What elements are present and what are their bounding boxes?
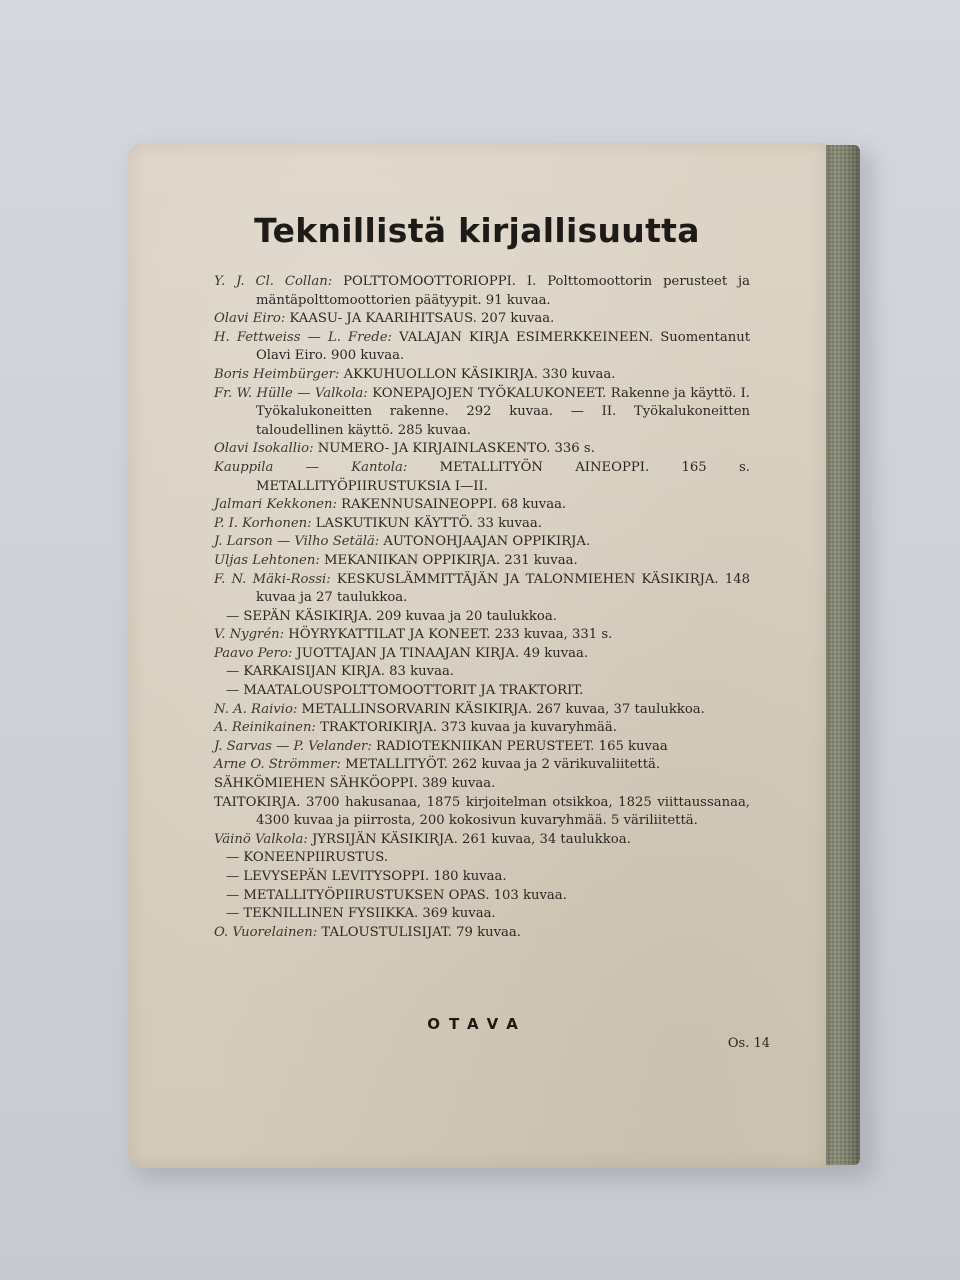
list-item xyxy=(214,719,750,738)
entry-title: SÄHKÖMIEHEN SÄHKÖOPPI. 389 kuvaa. xyxy=(214,776,496,792)
entry-title: METALLITYÖN AINEOPPI. 165 s. METALLITYÖPIIRUSTUKSIA I—II. xyxy=(256,459,750,494)
entry-title: AUTONOHJAAJAN OPPIKIRJA. xyxy=(379,534,591,550)
list-item xyxy=(214,775,750,794)
entry-author: Arne O. Strömmer: xyxy=(214,757,341,773)
list-item xyxy=(214,515,750,534)
entry-author: V. Nygrén: xyxy=(214,627,285,643)
entry-author: — xyxy=(226,850,240,866)
entry-author: A. Reinikainen: xyxy=(214,720,316,736)
publisher-name: OTAVA xyxy=(427,1015,527,1033)
cloth-spine xyxy=(822,145,860,1165)
list-item xyxy=(214,682,750,701)
list-item xyxy=(214,701,750,720)
entry-title: KONEENPIIRUSTUS. xyxy=(239,850,389,866)
entry-title: KONEPAJOJEN TYÖKALUKONEET. Rakenne ja käyttö. I. Työkalukoneitten rakenne. 292 kuvaa. — II. Työkalukoneitten taloudellinen käyttö. 285 kuvaa. xyxy=(256,385,751,438)
entry-title: MEKANIIKAN OPPIKIRJA. 231 kuvaa. xyxy=(319,552,578,568)
entry-author: Paavo Pero: xyxy=(214,645,293,661)
entry-title: LASKUTIKUN KÄYTTÖ. 33 kuvaa. xyxy=(311,515,542,531)
list-item xyxy=(214,571,750,608)
entry-author: Uljas Lehtonen: xyxy=(214,552,320,568)
entry-title: VALAJAN KIRJA ESIMERKKEINEEN. Suomentanut Olavi Eiro. 900 kuvaa. xyxy=(256,329,750,364)
list-item xyxy=(214,366,750,385)
entry-author: Väinö Valkola: xyxy=(214,831,308,847)
list-item xyxy=(214,533,750,552)
book-back-cover xyxy=(128,143,860,1168)
list-item xyxy=(214,756,750,775)
list-item xyxy=(214,849,750,868)
list-item xyxy=(214,496,750,515)
entry-title: JUOTTAJAN JA TINAAJAN KIRJA. 49 kuvaa. xyxy=(292,645,589,661)
entry-author: Olavi Eiro: xyxy=(214,311,286,327)
list-item xyxy=(214,868,750,887)
cover-title: Teknillistä kirjallisuutta xyxy=(254,211,700,250)
entry-author: H. Fettweiss — L. Frede: xyxy=(214,329,392,345)
book-list xyxy=(214,273,750,942)
entry-title: TRAKTORIKIRJA. 373 kuvaa ja kuvaryhmää. xyxy=(315,720,617,736)
entry-author: — xyxy=(226,906,240,922)
entry-title: AKKUHUOLLON KÄSIKIRJA. 330 kuvaa. xyxy=(339,366,616,382)
entry-author: O. Vuorelainen: xyxy=(214,924,318,940)
entry-author: J. Sarvas — P. Velander: xyxy=(214,738,372,754)
entry-author: Jalmari Kekkonen: xyxy=(214,497,337,513)
entry-title: METALLITYÖPIIRUSTUKSEN OPAS. 103 kuvaa. xyxy=(239,887,567,903)
entry-title: RAKENNUSAINEOPPI. 68 kuvaa. xyxy=(336,497,567,513)
entry-author: — xyxy=(226,664,240,680)
list-item xyxy=(214,440,750,459)
entry-title: TAITOKIRJA. 3700 hakusanaa, 1875 kirjoitelman otsikkoa, 1825 viittaussanaa, 4300 kuvaa ja piirrosta, 200 kokosivun kuvaryhmää. 5 väriliitettä. xyxy=(214,794,750,829)
entry-author: F. N. Mäki-Rossi: xyxy=(214,571,331,587)
entry-author: — xyxy=(226,887,240,903)
entry-title: KAASU- JA KAARIHITSAUS. 207 kuvaa. xyxy=(285,311,555,327)
entry-author: — xyxy=(226,683,240,699)
list-item xyxy=(214,905,750,924)
list-item xyxy=(214,273,750,310)
entry-author: Kauppila — Kantola: xyxy=(214,459,408,475)
entry-title: KESKUSLÄMMITTÄJÄN JA TALONMIEHEN KÄSIKIRJA. 148 kuvaa ja 27 taulukkoa. xyxy=(256,571,750,606)
entry-title: KARKAISIJAN KIRJA. 83 kuvaa. xyxy=(239,664,454,680)
entry-author: — xyxy=(226,608,240,624)
entry-title: POLTTOMOOTTORIOPPI. I. Polttomoottorin perusteet ja mäntäpolttomoottorien päätyypit. 91 kuvaa. xyxy=(256,274,750,308)
list-item xyxy=(214,626,750,645)
list-item xyxy=(214,831,750,850)
entry-title: JYRSIJÄN KÄSIKIRJA. 261 kuvaa, 34 taulukkoa. xyxy=(307,831,631,847)
list-item xyxy=(214,663,750,682)
list-item xyxy=(214,738,750,757)
entry-title: MAATALOUSPOLTTOMOOTTORIT JA TRAKTORIT. xyxy=(239,683,584,699)
entry-author: N. A. Raivio: xyxy=(214,701,298,717)
entry-title: RADIOTEKNIIKAN PERUSTEET. 165 kuvaa xyxy=(371,738,668,754)
entry-title: SEPÄN KÄSIKIRJA. 209 kuvaa ja 20 taulukkoa. xyxy=(239,608,557,624)
entry-title: NUMERO- JA KIRJAINLASKENTO. 336 s. xyxy=(313,441,595,457)
list-item xyxy=(214,645,750,664)
cover-paper xyxy=(128,143,826,1168)
entry-title: TEKNILLINEN FYSIIKKA. 369 kuvaa. xyxy=(239,906,496,922)
entry-author: — xyxy=(226,869,240,884)
entry-author: J. Larson — Vilho Setälä: xyxy=(214,534,380,550)
entry-author: Boris Heimbürger: xyxy=(214,366,340,382)
entry-author: P. I. Korhonen: xyxy=(214,515,312,531)
list-item xyxy=(214,385,750,441)
entry-title: METALLITYÖT. 262 kuvaa ja 2 värikuvaliitettä. xyxy=(340,757,661,773)
entry-title: HÖYRYKATTILAT JA KONEET. 233 kuvaa, 331 s. xyxy=(284,627,613,643)
entry-title: LEVYSEPÄN LEVITYSOPPI. 180 kuvaa. xyxy=(239,869,507,884)
entry-author: Y. J. Cl. Collan: xyxy=(214,274,333,289)
entry-author: Olavi Isokallio: xyxy=(214,441,314,457)
list-item xyxy=(214,552,750,571)
entry-author: Fr. W. Hülle — Valkola: xyxy=(214,385,368,401)
list-item xyxy=(214,608,750,627)
catalog-code: Os. 14 xyxy=(727,1036,770,1051)
entry-title: METALLINSORVARIN KÄSIKIRJA. 267 kuvaa, 37 taulukkoa. xyxy=(297,701,705,717)
list-item xyxy=(214,794,750,831)
list-item xyxy=(214,310,750,329)
list-item xyxy=(214,924,750,943)
list-item xyxy=(214,459,750,496)
list-item xyxy=(214,329,750,366)
list-item xyxy=(214,887,750,906)
entry-title: TALOUSTULISIJAT. 79 kuvaa. xyxy=(317,924,521,940)
